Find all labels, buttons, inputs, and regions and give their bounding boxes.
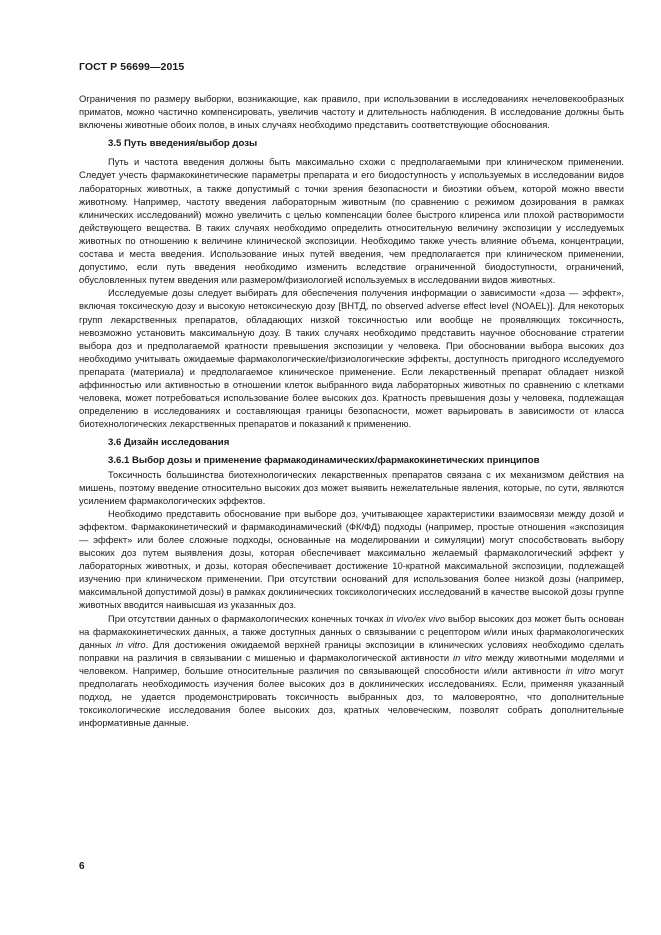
intro-paragraph: Ограничения по размеру выборки, возникающие, как правило, при использовании в исследованиях нечеловекообразных приматов, можно частично компенсировать, увеличив частоту и длительность наблюдения. В исследование должны быть включены животные обоих полов, в иных случаях необходимо представить соответствующие обоснования.: [79, 93, 624, 131]
section-3-5-paragraph-2: Исследуемые дозы следует выбирать для обеспечения получения информации о зависимости «доза — эффект», включая токсическую дозу и высокую нетоксическую дозу [ВНТД, по observed adverse effect level (NOAEL)]. Для некоторых групп лекарственных препаратов, обладающих низкой токсичностью или вообще не проявляющих токсичность, невозможно установить максимальную дозу. В таких случаях необходимо представить научное обоснование стратегии выбора доз и предполагаемой кратности превышения экспозиции у человека. При обосновании выбора высоких доз необходимо учитывать ожидаемые фармакологические/физиологические эффекты, доступность пригодного исследуемого препарата (материала) и предполагаемое клиническое применение. Если лекарственный препарат обладает низкой аффинностью или активностью в отношении клеток выбранного вида лабораторных животных по сравнению с клетками человека, может потребоваться использование более высоких доз. Кратность превышения дозы у человека, подлежащая определению в исследованиях и составляющая границы безопасности, может варьировать в зависимости от класса биотехнологических лекарственных препаратов и показаний к применению.: [79, 287, 624, 430]
section-3-5-heading: 3.5 Путь введения/выбор дозы: [108, 138, 258, 150]
section-3-6-1-paragraph-3: При отсутствии данных о фармакологических конечных точках in vivo/ex vivo выбор высоких доз может быть основан на фармакокинетических данных, а также доступных данных о связывании с рецептором и/или иных фармакологических данных in vitro. Для достижения ожидаемой верхней границы экспозиции в клинических условиях необходимо сделать поправки на различия в связывании с мишенью и фармакологической активности in vitro между животными моделями и человеком. Например, большие относительные различия по связывающей способности и/или активности in vitro могут предполагать необходимость изучения более высоких доз в доклинических исследованиях. Если, применяя указанный подход, не удается продемонстрировать токсичность выбранных доз, то маловероятно, что дополнительные токсикологические исследования более высоких доз, кратных человеческим, позволят собрать дополнительные информативные данные.: [79, 612, 624, 729]
section-3-6-1-heading: 3.6.1 Выбор дозы и применение фармакодинамических/фармакокинетических принципов: [108, 455, 540, 467]
page-number: 6: [79, 861, 85, 872]
section-3-6-1-paragraph-2: Необходимо представить обоснование при выборе доз, учитывающее характеристики взаимосвязи между дозой и эффектом. Фармакокинетический и фармакодинамический (ФК/ФД) подходы (например, простые отношения «экспозиция — эффект» или более сложные подходы, основанные на моделировании и симуляции) могут способствовать выбору высоких доз путем выявления дозы, которая обеспечивает максимально желаемый фармакологический эффект у лабораторных животных, и дозы, которая обеспечивает достижение 10-кратной максимальной экспозиции, подлежащей изучению при клиническом применении. При отсутствии оснований для использования более низкой дозы (например, максимальной допустимой дозы) в рамках доклинических токсикологических исследований в качестве высокой дозы группе животных вводится наивысшая из указанных доз.: [79, 507, 624, 611]
section-3-5-paragraph-1: Путь и частота введения должны быть максимально схожи с предполагаемыми при клиническом применении. Следует учесть фармакокинетические параметры препарата и его биодоступность у используемых в исследовании видов лабораторных животных, а также допустимый с точки зрения безопасности и биоэтики объем, которой можно ввести животному. Например, частоту введения лабораторным животным (по сравнению с режимом дозирования в рамках клинических исследований) можно увеличить с целью компенсации более быстрого клиренса или плохой растворимости действующего вещества. В таких случаях необходимо определить относительную величину экспозиции у исследуемых животных по отношению к величине клинической экспозиции. Необходимо также учесть влияние объема, концентрации, состава и места введения. Использование иных путей введения, чем предполагается при клиническом применении, допустимо, если путь введения необходимо изменить вследствие ограниченной биодоступности, ограничений, обусловленных путем введения или размером/физиологией используемых в исследовании видов животных.: [79, 156, 624, 286]
standard-header: ГОСТ Р 56699—2015: [79, 61, 185, 73]
document-body: [79, 92, 624, 729]
section-3-6-1-paragraph-1: Токсичность большинства биотехнологических лекарственных препаратов связана с их механизмом действия на мишень, поэтому введение относительно высоких доз может выявить нежелательные явления, которые, по сути, являются усилением фармакологических эффектов.: [79, 468, 624, 506]
section-3-6-heading: 3.6 Дизайн исследования: [108, 437, 230, 449]
